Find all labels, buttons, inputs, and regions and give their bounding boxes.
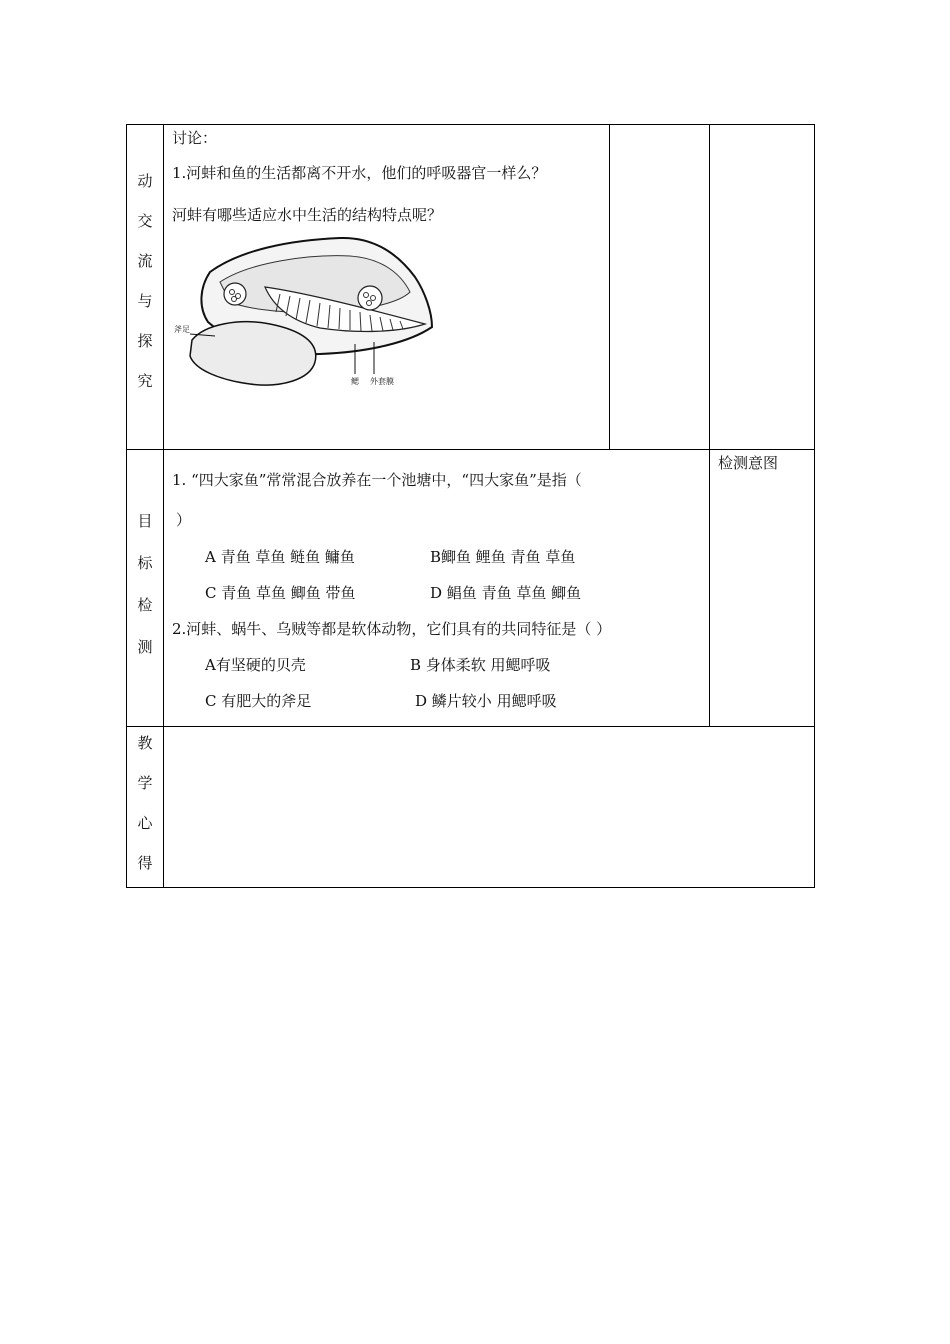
col-divider-content — [609, 124, 610, 450]
side-char: 与 — [137, 292, 153, 310]
side-label-reflection — [127, 732, 163, 892]
side-char: 流 — [137, 252, 153, 270]
test-q2-option-c: C 有肥大的斧足 — [205, 692, 312, 710]
side-char: 究 — [137, 372, 153, 390]
discussion-question-2: 河蚌有哪些适应水中生活的结构特点呢？ — [172, 206, 443, 224]
figure-label-foot: 斧足 — [174, 325, 190, 334]
test-q2-option-d: D 鳞片较小 用鳃呼吸 — [415, 692, 557, 710]
discussion-question-1: 1.河蚌和鱼的生活都离不开水，他们的呼吸器官一样么？ — [172, 164, 547, 182]
side-char: 交 — [137, 212, 153, 230]
side-char: 标 — [137, 554, 153, 572]
row-divider-1 — [126, 449, 815, 450]
side-char: 检 — [137, 596, 153, 614]
side-label-exchange — [127, 170, 163, 410]
test-question-2-stem: 2.河蚌、蜗牛、乌贼等都是软体动物，它们具有的共同特征是（ ） — [172, 620, 612, 638]
test-q1-option-b: B鲫鱼 鲤鱼 青鱼 草鱼 — [430, 548, 576, 566]
side-char: 目 — [137, 512, 153, 530]
side-char: 得 — [137, 854, 153, 872]
test-q2-option-b: B 身体柔软 用鳃呼吸 — [410, 656, 551, 674]
side-char: 教 — [137, 734, 153, 752]
mussel-anatomy-figure — [170, 232, 440, 402]
figure-label-gill: 鳃 — [351, 377, 359, 386]
test-q1-option-c: C 青鱼 草鱼 鲫鱼 带鱼 — [205, 584, 356, 602]
side-char: 测 — [137, 638, 153, 656]
test-q1-option-a: A 青鱼 草鱼 鲢鱼 鳙鱼 — [205, 548, 355, 566]
discussion-title: 讨论： — [172, 129, 218, 147]
col-divider-label — [163, 124, 164, 888]
side-label-test — [127, 510, 163, 678]
side-char: 学 — [137, 774, 153, 792]
col-divider-purpose — [709, 124, 710, 727]
row-divider-2 — [126, 726, 815, 727]
test-purpose-label: 检测意图 — [718, 454, 779, 472]
side-char: 探 — [137, 332, 153, 350]
test-question-1-stem: 1. “四大家鱼”常常混合放养在一个池塘中，“四大家鱼”是指（ — [172, 471, 582, 489]
side-char: 心 — [137, 814, 153, 832]
figure-label-mantle: 外套膜 — [370, 377, 394, 386]
test-q2-option-a: A有坚硬的贝壳 — [205, 656, 306, 674]
side-char: 动 — [137, 172, 153, 190]
test-q1-option-d: D 鲳鱼 青鱼 草鱼 鲫鱼 — [430, 584, 582, 602]
test-question-1-close: ） — [176, 511, 192, 529]
